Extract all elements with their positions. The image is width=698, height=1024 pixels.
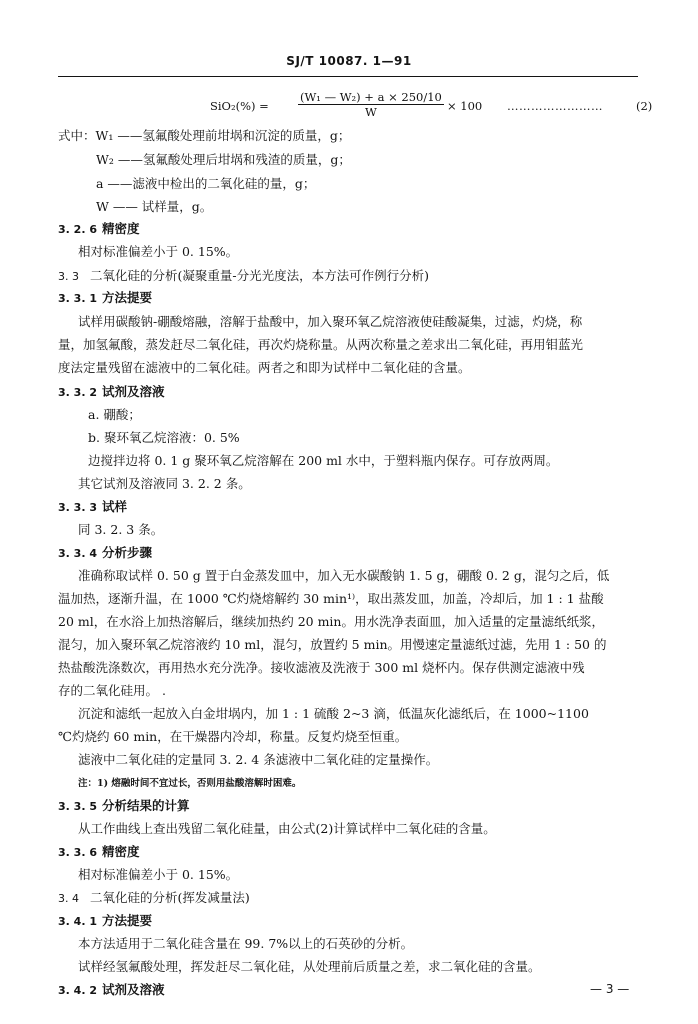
text-line: 度法定量残留在滤液中的二氧化硅。两者之和即为试样中二氧化硅的含量。 — [58, 360, 471, 375]
text-line: 存的二氧化硅用。 . — [58, 683, 166, 698]
text-line: 式中：W₁ ——氢氟酸处理前坩埚和沉淀的质量，g； — [58, 128, 351, 143]
list-item: b. 聚环氧乙烷溶液：0. 5% — [88, 430, 240, 445]
section-heading — [58, 384, 165, 401]
section-number: 3. 3 — [58, 270, 79, 283]
text-line: 沉淀和滤纸一起放入白金坩埚内，加 1 : 1 硫酸 2~3 滴，低温灰化滤纸后，在 1000~1100 — [78, 706, 589, 721]
section-heading — [58, 798, 190, 815]
section-title: 分析步骤 — [102, 545, 153, 560]
section-heading — [58, 913, 152, 930]
text-line: 相对标准偏差小于 0. 15%。 — [78, 244, 239, 259]
section-title: 二氧化硅的分析(挥发减量法) — [90, 890, 250, 905]
text-line: 混匀，加入聚环氧乙烷溶液约 10 ml，混匀，放置约 5 min。用慢速定量滤纸过滤，先用 1 : 50 的 — [58, 637, 607, 652]
list-item: a. 硼酸； — [88, 407, 141, 422]
formula-multiplier: × 100 — [447, 99, 483, 113]
text-line: W₂ ——氢氟酸处理后坩埚和残渣的质量，g； — [96, 152, 351, 167]
text-line: 同 3. 2. 3 条。 — [78, 522, 164, 537]
footnote: 注：1) 熔融时间不宜过长，否则用盐酸溶解时困难。 — [78, 778, 302, 789]
section-title: 精密度 — [102, 221, 140, 236]
section-title: 试剂及溶液 — [102, 982, 165, 997]
section-title: 试剂及溶液 — [102, 384, 165, 399]
formula-number: (2) — [636, 99, 653, 113]
section-number: 3. 3. 1 — [58, 292, 97, 305]
text-line: 试样经氢氟酸处理，挥发赶尽二氧化硅，从处理前后质量之差，求二氧化硅的含量。 — [78, 959, 541, 974]
section-heading — [58, 499, 127, 516]
text-line: 热盐酸洗涤数次，再用热水充分洗净。接收滤液及洗液于 300 ml 烧杯内。保存供测定滤液中残 — [58, 660, 585, 675]
section-number: 3. 2. 6 — [58, 223, 97, 236]
text-line: 试样用碳酸钠-硼酸熔融，溶解于盐酸中，加入聚环氧乙烷溶液使硅酸凝集，过滤，灼烧，称 — [78, 314, 583, 329]
section-title: 二氧化硅的分析(凝聚重量-分光光度法，本方法可作例行分析) — [90, 268, 429, 283]
text-line: 从工作曲线上查出残留二氧化硅量，由公式(2)计算试样中二氧化硅的含量。 — [78, 821, 496, 836]
formula-lhs: SiO₂(%) = — [210, 99, 269, 113]
text-line: a ——滤液中检出的二氧化硅的量，g； — [96, 176, 316, 191]
formula-2 — [210, 90, 670, 120]
formula-fraction — [298, 90, 444, 119]
section-title: 方法提要 — [102, 290, 153, 305]
section-title: 精密度 — [102, 844, 140, 859]
text-line: 温加热，逐渐升温，在 1000 ℃灼烧熔解约 30 min¹⁾，取出蒸发皿，加盖，冷却后，加 1 : 1 盐酸 — [58, 591, 604, 606]
standard-code: SJ/T 10087. 1—91 — [286, 54, 412, 68]
section-number: 3. 3. 5 — [58, 800, 97, 813]
section-number: 3. 3. 2 — [58, 386, 97, 399]
section-number: 3. 4 — [58, 892, 79, 905]
section-number: 3. 3. 6 — [58, 846, 97, 859]
text-line: ℃灼烧约 60 min，在干燥器内冷却，称量。反复灼烧至恒重。 — [58, 729, 408, 744]
section-title: 方法提要 — [102, 913, 153, 928]
header-rule — [58, 76, 638, 77]
text-line: 量，加氢氟酸，蒸发赶尽二氧化硅，再次灼烧称量。从两次称量之差求出二氧化硅，再用钼蓝光 — [58, 337, 584, 352]
text-line: 准确称取试样 0. 50 g 置于白金蒸发皿中，加入无水碳酸钠 1. 5 g，硼酸 0. 2 g，混匀之后，低 — [78, 568, 610, 583]
text-line: 边搅拌边将 0. 1 g 聚环氧乙烷溶解在 200 ml 水中，于塑料瓶内保存。可存放两周。 — [88, 453, 559, 468]
formula-denominator: W — [365, 105, 377, 119]
section-heading — [58, 268, 429, 285]
text-line: 其它试剂及溶液同 3. 2. 2 条。 — [78, 476, 251, 491]
section-title: 分析结果的计算 — [102, 798, 190, 813]
section-number: 3. 3. 4 — [58, 547, 97, 560]
section-heading — [58, 221, 140, 238]
section-heading — [58, 844, 140, 861]
page-number: — 3 — — [590, 982, 630, 996]
text-line: 20 ml，在水浴上加热溶解后，继续加热约 20 min。用水洗净表面皿，加入适量的定量滤纸纸浆， — [58, 614, 604, 629]
section-number: 3. 4. 2 — [58, 984, 97, 997]
text-line: 本方法适用于二氧化硅含量在 99. 7%以上的石英砂的分析。 — [78, 936, 414, 951]
text-line: 相对标准偏差小于 0. 15%。 — [78, 867, 239, 882]
text-line: 滤液中二氧化硅的定量同 3. 2. 4 条滤液中二氧化硅的定量操作。 — [78, 752, 439, 767]
text-line: W —— 试样量，g。 — [96, 199, 213, 214]
section-heading — [58, 982, 165, 999]
section-heading — [58, 890, 250, 907]
section-heading — [58, 545, 152, 562]
section-number: 3. 4. 1 — [58, 915, 97, 928]
section-heading — [58, 290, 152, 307]
section-title: 试样 — [102, 499, 128, 514]
section-number: 3. 3. 3 — [58, 501, 97, 514]
formula-leader: …………………… — [507, 99, 603, 113]
formula-numerator: (W₁ — W₂) + a × 250/10 — [300, 90, 442, 104]
